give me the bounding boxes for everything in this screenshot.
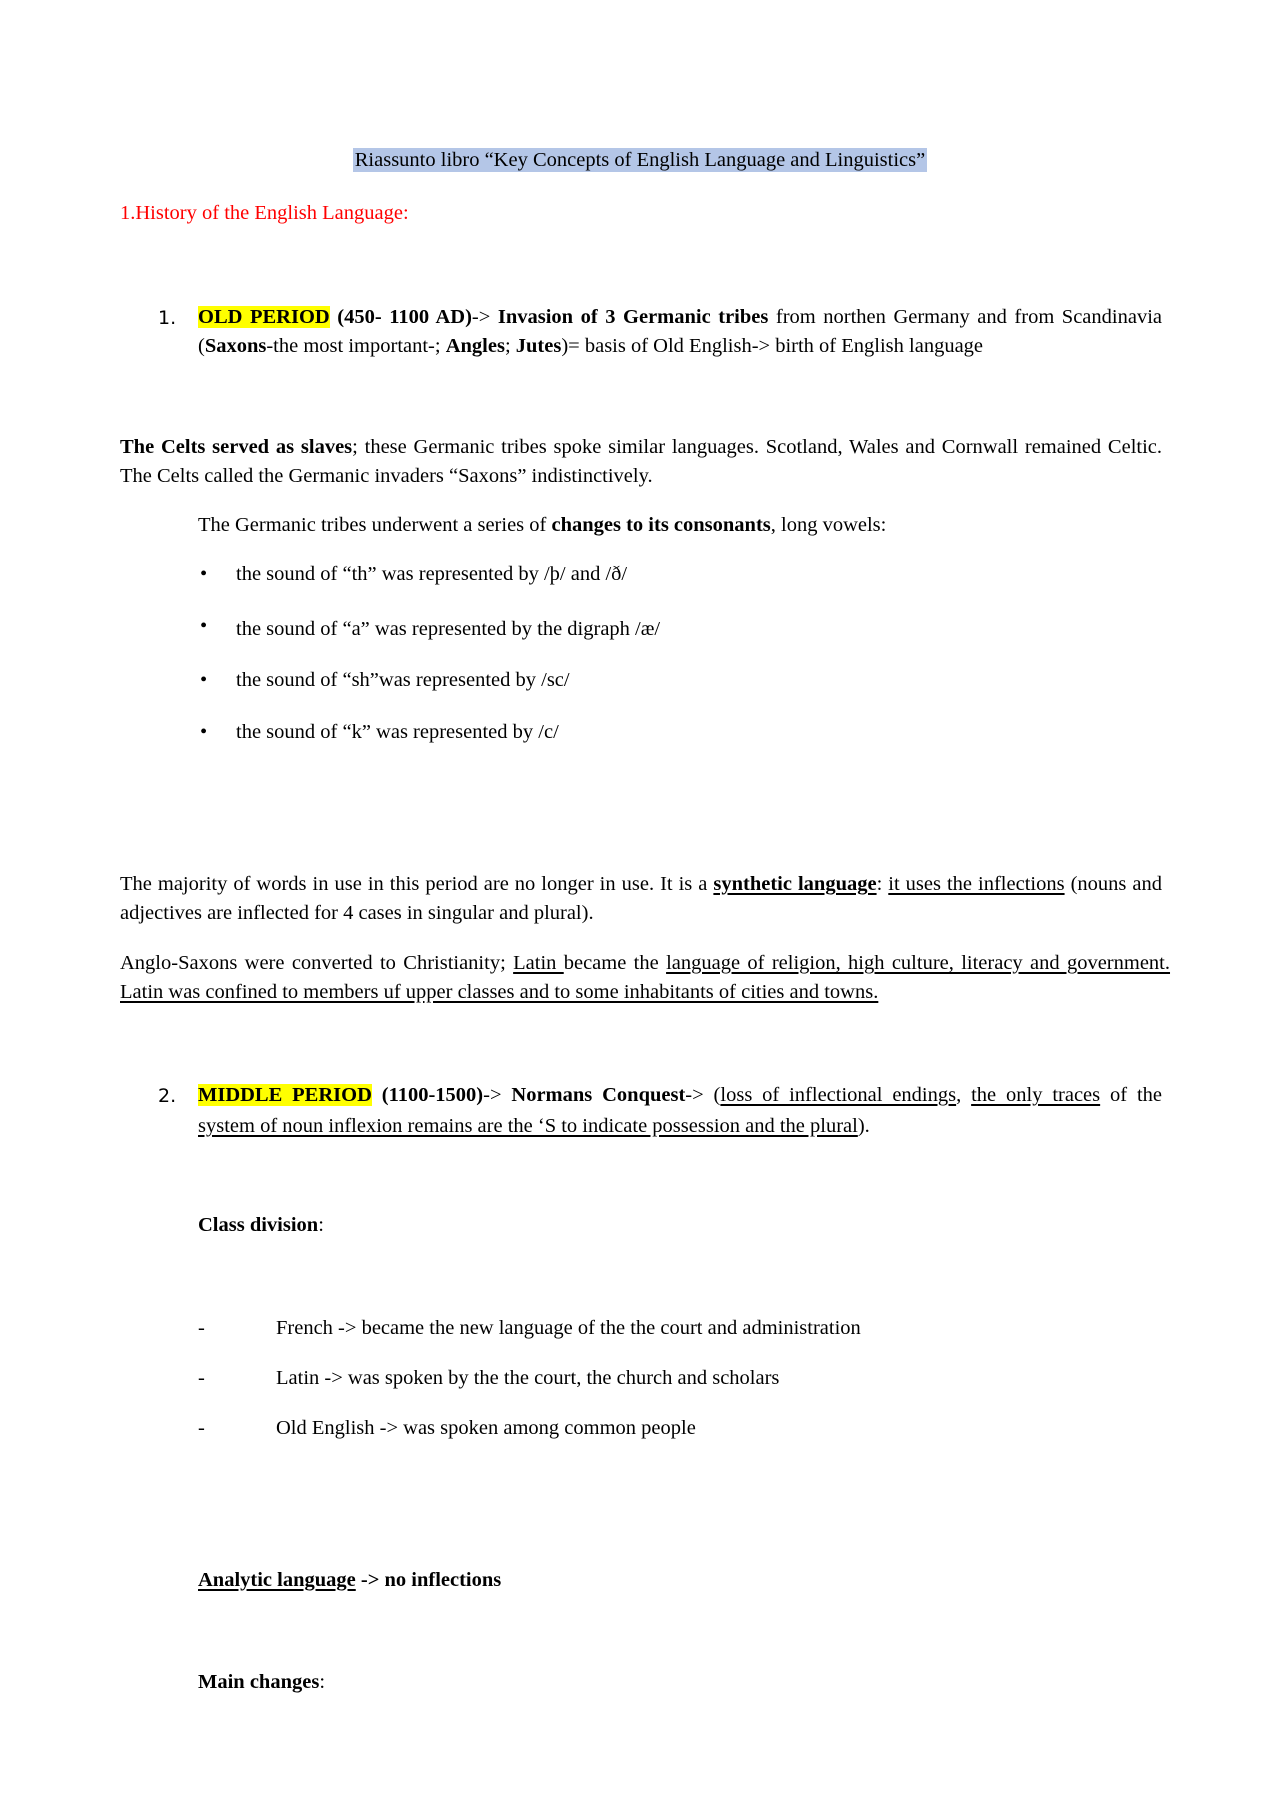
dash-icon: - — [198, 1367, 205, 1389]
document-title: Riassunto libro “Key Concepts of English Language and Linguistics” — [354, 149, 926, 171]
list-number-1: 1. — [158, 307, 177, 329]
bullet-icon: • — [200, 669, 208, 691]
celts-paragraph: The Celts served as slaves; these Germanic tribes spoke similar languages. Scotland, Wales and Cornwall remained Celtic. The Celts called the Germanic invaders “Saxons” indistinctively. — [120, 436, 1162, 488]
middle-period-label: MIDDLE PERIOD — [198, 1084, 372, 1106]
dash-icon: - — [198, 1417, 205, 1439]
list-item: Old English -> was spoken among common people — [276, 1417, 696, 1439]
bullet-icon: • — [200, 563, 208, 585]
section-heading: 1.History of the English Language: — [120, 202, 409, 224]
list-item: the sound of “th” was represented by /þ/ and /ð/ — [236, 563, 628, 585]
list-item: the sound of “k” was represented by /c/ — [236, 721, 559, 743]
list-item: the sound of “a” was represented by the digraph /æ/ — [236, 618, 661, 640]
changes-paragraph: The Germanic tribes underwent a series of changes to its consonants, long vowels: — [198, 514, 887, 536]
old-period-paragraph: OLD PERIOD (450- 1100 AD)-> Invasion of 3 Germanic tribes from northen Germany and from Scandinavia (Saxons-the most important-; Angles; Jutes)= basis of Old English-> birth of English language — [198, 306, 1162, 358]
list-item: Latin -> was spoken by the the court, the church and scholars — [276, 1367, 780, 1389]
majority-paragraph: The majority of words in use in this period are no longer in use. It is a synthetic language: it uses the inflections (nouns and adjectives are inflected for 4 cases in singular and plural). — [120, 873, 1162, 925]
bullet-icon: • — [200, 721, 208, 743]
list-number-2: 2. — [158, 1085, 177, 1107]
dash-icon: - — [198, 1317, 205, 1339]
list-item: the sound of “sh”was represented by /sc/ — [236, 669, 570, 691]
old-period-label: OLD PERIOD — [198, 306, 330, 328]
analytic-language-heading: Analytic language -> no inflections — [198, 1569, 502, 1591]
main-changes-heading: Main changes: — [198, 1671, 326, 1693]
class-division-heading: Class division: — [198, 1214, 324, 1236]
bullet-icon: • — [200, 615, 208, 637]
middle-period-paragraph: MIDDLE PERIOD (1100-1500)-> Normans Conquest-> (loss of inflectional endings, the only traces of the system of noun inflexion remains are the ‘S to indicate possession and the plural). — [198, 1084, 1163, 1137]
list-item: French -> became the new language of the the court and administration — [276, 1317, 861, 1339]
anglo-saxons-paragraph: Anglo-Saxons were converted to Christianity; Latin became the language of religion, high culture, literacy and government. Latin was confined to members uf upper classes and to some inhabitants of cities and towns. — [120, 952, 1171, 1004]
synthetic-language-term: synthetic language — [713, 873, 877, 895]
